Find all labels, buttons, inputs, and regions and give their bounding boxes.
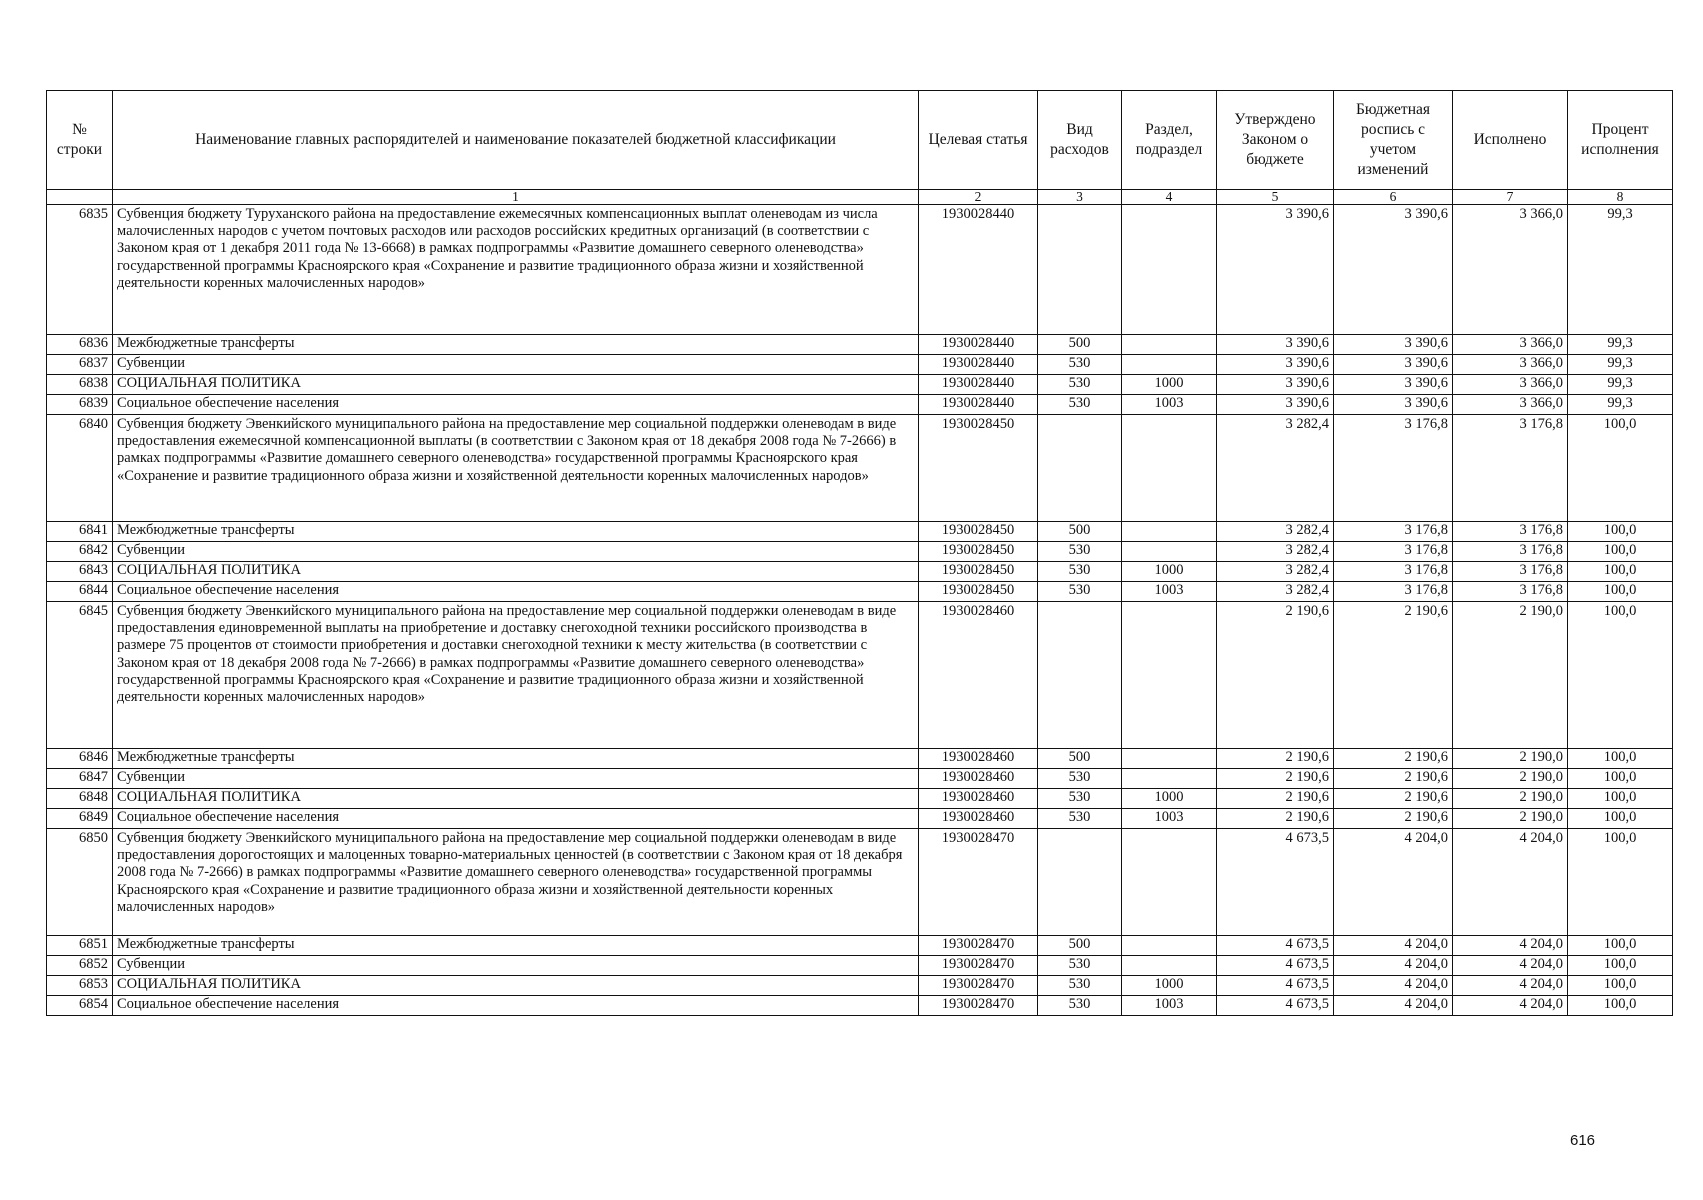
table-row bbox=[47, 542, 1673, 562]
execution-percent: 100,0 bbox=[1568, 602, 1673, 749]
expense-type: 530 bbox=[1038, 976, 1122, 996]
section-code bbox=[1122, 602, 1217, 749]
target-article: 1930028450 bbox=[919, 542, 1038, 562]
row-name: Субвенция бюджету Эвенкийского муниципального района на предоставление мер социальной поддержки оленеводам в виде предоставления дорогостоящих и малоценных товарно-материальных ценностей (в соответствии с Законом края от 18 декабря 2008 года № 7-2666) в рамках подпрограммы «Развитие домашнего северного оленеводства» государственной программы Красноярского края «Сохранение и развитие традиционного образа жизни и хозяйственной деятельности коренных малочисленных народов» bbox=[113, 829, 919, 936]
target-article: 1930028470 bbox=[919, 829, 1038, 936]
budget-amount: 3 390,6 bbox=[1334, 375, 1453, 395]
approved-amount: 2 190,6 bbox=[1217, 602, 1334, 749]
target-article: 1930028470 bbox=[919, 996, 1038, 1016]
row-name: Субвенции bbox=[113, 355, 919, 375]
execution-percent: 99,3 bbox=[1568, 375, 1673, 395]
section-code: 1003 bbox=[1122, 996, 1217, 1016]
section-code: 1000 bbox=[1122, 375, 1217, 395]
row-number: 6841 bbox=[47, 522, 113, 542]
row-number: 6847 bbox=[47, 769, 113, 789]
executed-amount: 4 204,0 bbox=[1453, 956, 1568, 976]
expense-type bbox=[1038, 205, 1122, 335]
section-code: 1003 bbox=[1122, 582, 1217, 602]
approved-amount: 4 673,5 bbox=[1217, 996, 1334, 1016]
row-number: 6852 bbox=[47, 956, 113, 976]
table-row bbox=[47, 582, 1673, 602]
table-row bbox=[47, 335, 1673, 355]
expense-type: 500 bbox=[1038, 749, 1122, 769]
table-row bbox=[47, 395, 1673, 415]
row-number: 6837 bbox=[47, 355, 113, 375]
budget-amount: 3 390,6 bbox=[1334, 205, 1453, 335]
executed-amount: 3 176,8 bbox=[1453, 542, 1568, 562]
row-number: 6849 bbox=[47, 809, 113, 829]
target-article: 1930028440 bbox=[919, 395, 1038, 415]
approved-amount: 3 390,6 bbox=[1217, 205, 1334, 335]
target-article: 1930028460 bbox=[919, 809, 1038, 829]
execution-percent: 100,0 bbox=[1568, 809, 1673, 829]
table-row bbox=[47, 936, 1673, 956]
target-article: 1930028470 bbox=[919, 956, 1038, 976]
column-number: 2 bbox=[919, 190, 1038, 205]
section-code bbox=[1122, 205, 1217, 335]
row-number: 6843 bbox=[47, 562, 113, 582]
budget-amount: 2 190,6 bbox=[1334, 749, 1453, 769]
executed-amount: 3 366,0 bbox=[1453, 335, 1568, 355]
table-row bbox=[47, 976, 1673, 996]
target-article: 1930028440 bbox=[919, 205, 1038, 335]
table-row bbox=[47, 829, 1673, 936]
approved-amount: 3 390,6 bbox=[1217, 375, 1334, 395]
row-number: 6846 bbox=[47, 749, 113, 769]
section-code: 1000 bbox=[1122, 789, 1217, 809]
approved-amount: 2 190,6 bbox=[1217, 789, 1334, 809]
expense-type: 530 bbox=[1038, 956, 1122, 976]
executed-amount: 4 204,0 bbox=[1453, 936, 1568, 956]
table-row bbox=[47, 355, 1673, 375]
approved-amount: 4 673,5 bbox=[1217, 829, 1334, 936]
column-number: 5 bbox=[1217, 190, 1334, 205]
executed-amount: 3 176,8 bbox=[1453, 415, 1568, 522]
row-name: Межбюджетные трансферты bbox=[113, 936, 919, 956]
row-name: Межбюджетные трансферты bbox=[113, 522, 919, 542]
column-number: 8 bbox=[1568, 190, 1673, 205]
row-number: 6845 bbox=[47, 602, 113, 749]
section-code: 1000 bbox=[1122, 976, 1217, 996]
executed-amount: 3 176,8 bbox=[1453, 522, 1568, 542]
target-article: 1930028440 bbox=[919, 355, 1038, 375]
header-section: Раздел, подраздел bbox=[1122, 91, 1217, 190]
budget-amount: 2 190,6 bbox=[1334, 789, 1453, 809]
approved-amount: 2 190,6 bbox=[1217, 749, 1334, 769]
execution-percent: 99,3 bbox=[1568, 335, 1673, 355]
target-article: 1930028440 bbox=[919, 375, 1038, 395]
target-article: 1930028450 bbox=[919, 415, 1038, 522]
approved-amount: 3 282,4 bbox=[1217, 415, 1334, 522]
row-name: СОЦИАЛЬНАЯ ПОЛИТИКА bbox=[113, 375, 919, 395]
approved-amount: 2 190,6 bbox=[1217, 769, 1334, 789]
approved-amount: 2 190,6 bbox=[1217, 809, 1334, 829]
table-row bbox=[47, 956, 1673, 976]
target-article: 1930028460 bbox=[919, 789, 1038, 809]
section-code bbox=[1122, 522, 1217, 542]
executed-amount: 3 176,8 bbox=[1453, 562, 1568, 582]
approved-amount: 3 390,6 bbox=[1217, 395, 1334, 415]
executed-amount: 2 190,0 bbox=[1453, 809, 1568, 829]
section-code: 1000 bbox=[1122, 562, 1217, 582]
target-article: 1930028460 bbox=[919, 769, 1038, 789]
executed-amount: 3 366,0 bbox=[1453, 395, 1568, 415]
section-code: 1003 bbox=[1122, 395, 1217, 415]
row-number: 6842 bbox=[47, 542, 113, 562]
header-budget-schedule: Бюджетная роспись с учетом изменений bbox=[1334, 91, 1453, 190]
budget-amount: 4 204,0 bbox=[1334, 976, 1453, 996]
budget-amount: 4 204,0 bbox=[1334, 829, 1453, 936]
section-code bbox=[1122, 936, 1217, 956]
row-number: 6850 bbox=[47, 829, 113, 936]
row-name: Социальное обеспечение населения bbox=[113, 996, 919, 1016]
row-number: 6848 bbox=[47, 789, 113, 809]
column-number: 4 bbox=[1122, 190, 1217, 205]
executed-amount: 2 190,0 bbox=[1453, 602, 1568, 749]
approved-amount: 3 282,4 bbox=[1217, 522, 1334, 542]
row-name: Субвенции bbox=[113, 769, 919, 789]
row-name: Межбюджетные трансферты bbox=[113, 749, 919, 769]
executed-amount: 4 204,0 bbox=[1453, 976, 1568, 996]
header-expense-type: Вид расходов bbox=[1038, 91, 1122, 190]
execution-percent: 100,0 bbox=[1568, 522, 1673, 542]
executed-amount: 2 190,0 bbox=[1453, 769, 1568, 789]
column-number: 6 bbox=[1334, 190, 1453, 205]
executed-amount: 3 366,0 bbox=[1453, 355, 1568, 375]
row-name: СОЦИАЛЬНАЯ ПОЛИТИКА bbox=[113, 976, 919, 996]
budget-amount: 2 190,6 bbox=[1334, 602, 1453, 749]
table-row bbox=[47, 749, 1673, 769]
expense-type: 530 bbox=[1038, 809, 1122, 829]
execution-percent: 99,3 bbox=[1568, 355, 1673, 375]
header-row-number: № строки bbox=[47, 91, 113, 190]
column-number: 3 bbox=[1038, 190, 1122, 205]
column-number-row bbox=[47, 190, 1673, 205]
approved-amount: 4 673,5 bbox=[1217, 976, 1334, 996]
target-article: 1930028450 bbox=[919, 582, 1038, 602]
execution-percent: 100,0 bbox=[1568, 415, 1673, 522]
table-row bbox=[47, 996, 1673, 1016]
budget-amount: 3 176,8 bbox=[1334, 562, 1453, 582]
row-number: 6853 bbox=[47, 976, 113, 996]
row-number: 6839 bbox=[47, 395, 113, 415]
executed-amount: 4 204,0 bbox=[1453, 829, 1568, 936]
budget-amount: 2 190,6 bbox=[1334, 769, 1453, 789]
expense-type: 530 bbox=[1038, 996, 1122, 1016]
budget-amount: 2 190,6 bbox=[1334, 809, 1453, 829]
expense-type: 530 bbox=[1038, 375, 1122, 395]
budget-amount: 4 204,0 bbox=[1334, 956, 1453, 976]
header-executed: Исполнено bbox=[1453, 91, 1568, 190]
row-name: СОЦИАЛЬНАЯ ПОЛИТИКА bbox=[113, 789, 919, 809]
execution-percent: 100,0 bbox=[1568, 769, 1673, 789]
expense-type: 530 bbox=[1038, 789, 1122, 809]
page-number: 616 bbox=[1570, 1132, 1596, 1149]
row-name: Субвенция бюджету Эвенкийского муниципального района на предоставление мер социальной поддержки оленеводам в виде предоставления ежемесячной компенсационной выплаты (в соответствии с Законом края от 18 декабря 2008 года № 7-2666) в рамках подпрограммы «Развитие домашнего северного оленеводства» государственной программы Красноярского края «Сохранение и развитие традиционного образа жизни и хозяйственной деятельности коренных малочисленных народов» bbox=[113, 415, 919, 522]
row-name: Субвенции bbox=[113, 542, 919, 562]
section-code bbox=[1122, 749, 1217, 769]
budget-amount: 3 390,6 bbox=[1334, 395, 1453, 415]
approved-amount: 3 282,4 bbox=[1217, 582, 1334, 602]
row-number: 6835 bbox=[47, 205, 113, 335]
expense-type: 500 bbox=[1038, 335, 1122, 355]
expense-type: 530 bbox=[1038, 582, 1122, 602]
approved-amount: 3 282,4 bbox=[1217, 562, 1334, 582]
expense-type bbox=[1038, 602, 1122, 749]
expense-type: 500 bbox=[1038, 522, 1122, 542]
budget-amount: 3 176,8 bbox=[1334, 582, 1453, 602]
target-article: 1930028470 bbox=[919, 936, 1038, 956]
section-code bbox=[1122, 415, 1217, 522]
table-row bbox=[47, 205, 1673, 335]
table-row bbox=[47, 522, 1673, 542]
section-code bbox=[1122, 542, 1217, 562]
execution-percent: 100,0 bbox=[1568, 996, 1673, 1016]
row-name: Субвенция бюджету Туруханского района на предоставление ежемесячных компенсационных выплат оленеводам из числа малочисленных народов с учетом почтовых расходов или расходов российских кредитных организаций (в соответствии с Законом края от 1 декабря 2011 года № 13-6668) в рамках подпрограммы «Развитие домашнего северного оленеводства» государственной программы Красноярского края «Сохранение и развитие традиционного образа жизни и хозяйственной деятельности коренных малочисленных народов» bbox=[113, 205, 919, 335]
execution-percent: 100,0 bbox=[1568, 749, 1673, 769]
header-percent: Процент исполнения bbox=[1568, 91, 1673, 190]
executed-amount: 4 204,0 bbox=[1453, 996, 1568, 1016]
budget-amount: 3 176,8 bbox=[1334, 522, 1453, 542]
row-name: Субвенция бюджету Эвенкийского муниципального района на предоставление мер социальной поддержки оленеводам в виде предоставления единовременной выплаты на приобретение и доставку снегоходной техники российского производства в размере 75 процентов от стоимости приобретения и доставки снегоходной техники к месту жительства (в соответствии с Законом края от 18 декабря 2008 года № 7-2666) в рамках подпрограммы «Развитие домашнего северного оленеводства» государственной программы Красноярского края «Сохранение и развитие традиционного образа жизни и хозяйственной деятельности коренных малочисленных народов» bbox=[113, 602, 919, 749]
section-code bbox=[1122, 956, 1217, 976]
execution-percent: 99,3 bbox=[1568, 205, 1673, 335]
table-row bbox=[47, 375, 1673, 395]
expense-type: 530 bbox=[1038, 395, 1122, 415]
column-number: 1 bbox=[113, 190, 919, 205]
row-name: СОЦИАЛЬНАЯ ПОЛИТИКА bbox=[113, 562, 919, 582]
expense-type: 530 bbox=[1038, 355, 1122, 375]
row-number: 6851 bbox=[47, 936, 113, 956]
row-number: 6838 bbox=[47, 375, 113, 395]
approved-amount: 3 390,6 bbox=[1217, 335, 1334, 355]
row-name: Социальное обеспечение населения bbox=[113, 809, 919, 829]
executed-amount: 3 366,0 bbox=[1453, 375, 1568, 395]
column-number: 7 bbox=[1453, 190, 1568, 205]
table-row bbox=[47, 602, 1673, 749]
target-article: 1930028460 bbox=[919, 749, 1038, 769]
budget-amount: 4 204,0 bbox=[1334, 996, 1453, 1016]
row-number: 6854 bbox=[47, 996, 113, 1016]
target-article: 1930028440 bbox=[919, 335, 1038, 355]
execution-percent: 99,3 bbox=[1568, 395, 1673, 415]
row-number: 6840 bbox=[47, 415, 113, 522]
expense-type: 530 bbox=[1038, 769, 1122, 789]
table-row bbox=[47, 769, 1673, 789]
execution-percent: 100,0 bbox=[1568, 582, 1673, 602]
approved-amount: 4 673,5 bbox=[1217, 936, 1334, 956]
table-row bbox=[47, 415, 1673, 522]
target-article: 1930028450 bbox=[919, 522, 1038, 542]
budget-execution-table bbox=[46, 90, 1673, 1016]
budget-amount: 3 176,8 bbox=[1334, 542, 1453, 562]
budget-amount: 4 204,0 bbox=[1334, 936, 1453, 956]
expense-type: 500 bbox=[1038, 936, 1122, 956]
section-code bbox=[1122, 355, 1217, 375]
execution-percent: 100,0 bbox=[1568, 936, 1673, 956]
executed-amount: 3 366,0 bbox=[1453, 205, 1568, 335]
section-code bbox=[1122, 829, 1217, 936]
row-name: Социальное обеспечение населения bbox=[113, 395, 919, 415]
section-code bbox=[1122, 769, 1217, 789]
row-name: Социальное обеспечение населения bbox=[113, 582, 919, 602]
table-row bbox=[47, 562, 1673, 582]
row-number: 6836 bbox=[47, 335, 113, 355]
header-target-article: Целевая статья bbox=[919, 91, 1038, 190]
header-approved: Утверждено Законом о бюджете bbox=[1217, 91, 1334, 190]
approved-amount: 4 673,5 bbox=[1217, 956, 1334, 976]
row-number: 6844 bbox=[47, 582, 113, 602]
expense-type bbox=[1038, 415, 1122, 522]
section-code: 1003 bbox=[1122, 809, 1217, 829]
table-row bbox=[47, 809, 1673, 829]
executed-amount: 3 176,8 bbox=[1453, 582, 1568, 602]
target-article: 1930028470 bbox=[919, 976, 1038, 996]
execution-percent: 100,0 bbox=[1568, 542, 1673, 562]
execution-percent: 100,0 bbox=[1568, 976, 1673, 996]
budget-amount: 3 390,6 bbox=[1334, 335, 1453, 355]
execution-percent: 100,0 bbox=[1568, 956, 1673, 976]
expense-type: 530 bbox=[1038, 542, 1122, 562]
table-header-row bbox=[47, 91, 1673, 190]
expense-type: 530 bbox=[1038, 562, 1122, 582]
executed-amount: 2 190,0 bbox=[1453, 749, 1568, 769]
column-number bbox=[47, 190, 113, 205]
approved-amount: 3 282,4 bbox=[1217, 542, 1334, 562]
executed-amount: 2 190,0 bbox=[1453, 789, 1568, 809]
execution-percent: 100,0 bbox=[1568, 562, 1673, 582]
target-article: 1930028450 bbox=[919, 562, 1038, 582]
row-name: Субвенции bbox=[113, 956, 919, 976]
target-article: 1930028460 bbox=[919, 602, 1038, 749]
section-code bbox=[1122, 335, 1217, 355]
header-name: Наименование главных распорядителей и наименование показателей бюджетной классификации bbox=[113, 91, 919, 190]
expense-type bbox=[1038, 829, 1122, 936]
execution-percent: 100,0 bbox=[1568, 829, 1673, 936]
row-name: Межбюджетные трансферты bbox=[113, 335, 919, 355]
approved-amount: 3 390,6 bbox=[1217, 355, 1334, 375]
budget-amount: 3 390,6 bbox=[1334, 355, 1453, 375]
execution-percent: 100,0 bbox=[1568, 789, 1673, 809]
table-row bbox=[47, 789, 1673, 809]
budget-amount: 3 176,8 bbox=[1334, 415, 1453, 522]
